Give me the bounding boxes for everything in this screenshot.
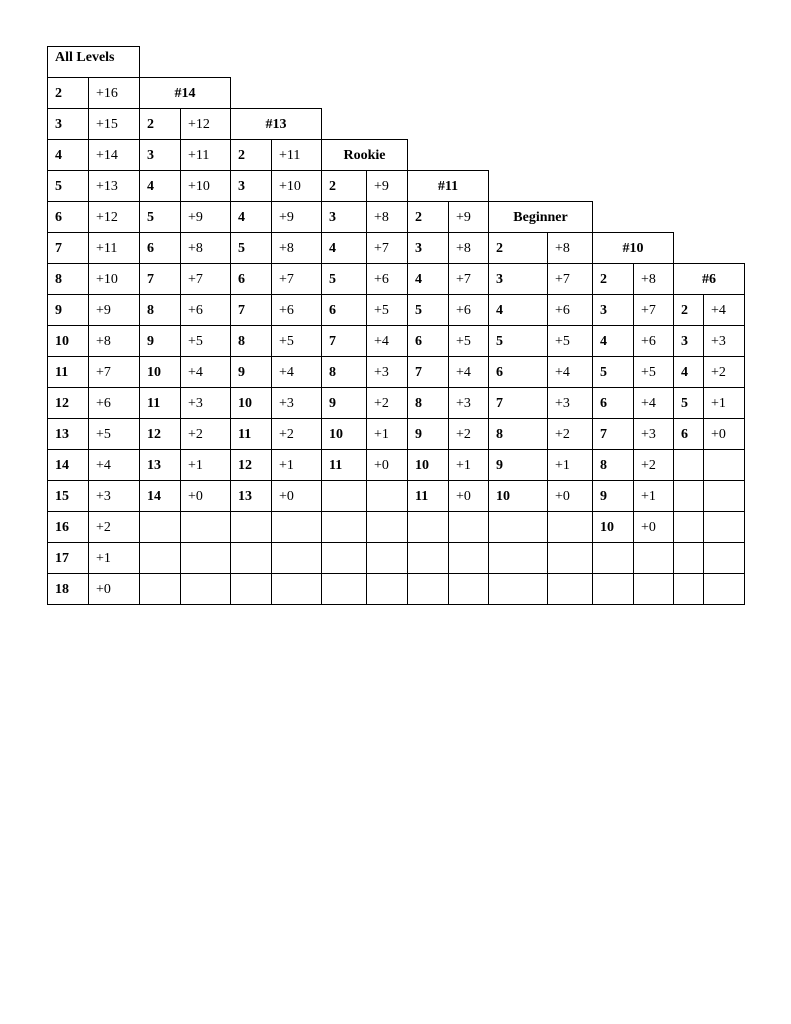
level-number: 11 (47, 356, 89, 388)
empty-cell (366, 480, 408, 512)
empty-cell (271, 573, 322, 605)
level-number: 13 (230, 480, 272, 512)
empty-cell (321, 573, 367, 605)
bonus-value: +0 (180, 480, 231, 512)
bonus-value: +5 (88, 418, 140, 450)
level-number: 3 (407, 232, 449, 264)
level-number: 4 (673, 356, 704, 388)
level-number: 16 (47, 511, 89, 543)
bonus-value: +6 (448, 294, 489, 326)
bonus-value: +15 (88, 108, 140, 140)
bonus-value: +9 (271, 201, 322, 233)
bonus-value: +4 (547, 356, 593, 388)
level-number: 5 (592, 356, 634, 388)
group-header: #14 (139, 77, 231, 109)
level-number: 7 (592, 418, 634, 450)
bonus-value: +4 (88, 449, 140, 481)
bonus-value: +8 (547, 232, 593, 264)
level-number: 2 (47, 77, 89, 109)
bonus-value: +8 (448, 232, 489, 264)
empty-cell (703, 449, 745, 481)
level-number: 10 (47, 325, 89, 357)
empty-cell (703, 542, 745, 574)
level-number: 14 (47, 449, 89, 481)
level-number: 5 (673, 387, 704, 419)
level-number: 5 (407, 294, 449, 326)
level-number: 14 (139, 480, 181, 512)
bonus-value: +0 (448, 480, 489, 512)
level-number: 8 (407, 387, 449, 419)
empty-cell (180, 511, 231, 543)
level-number: 2 (321, 170, 367, 202)
level-number: 11 (321, 449, 367, 481)
bonus-value: +12 (88, 201, 140, 233)
bonus-value: +9 (448, 201, 489, 233)
level-number: 6 (139, 232, 181, 264)
level-number: 18 (47, 573, 89, 605)
bonus-value: +3 (88, 480, 140, 512)
level-number: 7 (139, 263, 181, 295)
level-number: 8 (321, 356, 367, 388)
level-number: 2 (139, 108, 181, 140)
empty-cell (633, 542, 674, 574)
level-number: 6 (673, 418, 704, 450)
bonus-value: +7 (88, 356, 140, 388)
empty-cell (673, 449, 704, 481)
level-number: 6 (592, 387, 634, 419)
group-header: #6 (673, 263, 745, 295)
level-number: 3 (673, 325, 704, 357)
empty-cell (139, 542, 181, 574)
bonus-value: +10 (271, 170, 322, 202)
level-number: 7 (321, 325, 367, 357)
bonus-value: +8 (88, 325, 140, 357)
bonus-value: +5 (366, 294, 408, 326)
level-number: 10 (407, 449, 449, 481)
level-number: 9 (139, 325, 181, 357)
empty-cell (407, 573, 449, 605)
empty-cell (547, 542, 593, 574)
level-number: 11 (139, 387, 181, 419)
empty-cell (673, 573, 704, 605)
bonus-value: +1 (366, 418, 408, 450)
level-number: 9 (592, 480, 634, 512)
bonus-value: +3 (448, 387, 489, 419)
bonus-value: +4 (703, 294, 745, 326)
level-number: 2 (230, 139, 272, 171)
empty-cell (139, 511, 181, 543)
level-number: 3 (139, 139, 181, 171)
level-number: 12 (139, 418, 181, 450)
empty-cell (488, 511, 548, 543)
empty-cell (703, 480, 745, 512)
level-number: 17 (47, 542, 89, 574)
group-header: Rookie (321, 139, 408, 171)
level-number: 3 (321, 201, 367, 233)
empty-cell (592, 542, 634, 574)
bonus-value: +0 (366, 449, 408, 481)
group-header: #13 (230, 108, 322, 140)
level-number: 7 (407, 356, 449, 388)
level-number: 9 (230, 356, 272, 388)
empty-cell (488, 542, 548, 574)
empty-cell (547, 511, 593, 543)
level-number: 7 (47, 232, 89, 264)
empty-cell (448, 573, 489, 605)
bonus-value: +0 (88, 573, 140, 605)
level-number: 4 (47, 139, 89, 171)
bonus-value: +7 (271, 263, 322, 295)
empty-cell (180, 542, 231, 574)
bonus-value: +1 (88, 542, 140, 574)
empty-cell (703, 511, 745, 543)
bonus-value: +3 (271, 387, 322, 419)
level-number: 13 (139, 449, 181, 481)
bonus-value: +0 (703, 418, 745, 450)
empty-cell (366, 573, 408, 605)
bonus-value: +1 (448, 449, 489, 481)
bonus-value: +6 (88, 387, 140, 419)
level-number: 10 (230, 387, 272, 419)
bonus-value: +2 (180, 418, 231, 450)
group-header: #10 (592, 232, 674, 264)
level-number: 13 (47, 418, 89, 450)
empty-cell (321, 480, 367, 512)
level-number: 9 (47, 294, 89, 326)
level-number: 5 (488, 325, 548, 357)
level-number: 6 (47, 201, 89, 233)
bonus-value: +4 (366, 325, 408, 357)
level-number: 6 (230, 263, 272, 295)
level-number: 7 (230, 294, 272, 326)
level-number: 2 (673, 294, 704, 326)
level-number: 3 (488, 263, 548, 295)
level-number: 8 (488, 418, 548, 450)
level-number: 8 (230, 325, 272, 357)
bonus-value: +16 (88, 77, 140, 109)
bonus-value: +4 (271, 356, 322, 388)
empty-cell (321, 511, 367, 543)
level-number: 4 (230, 201, 272, 233)
bonus-value: +1 (703, 387, 745, 419)
level-number: 3 (47, 108, 89, 140)
bonus-value: +6 (366, 263, 408, 295)
bonus-value: +2 (271, 418, 322, 450)
bonus-value: +8 (271, 232, 322, 264)
empty-cell (230, 511, 272, 543)
bonus-value: +1 (547, 449, 593, 481)
level-number: 11 (407, 480, 449, 512)
empty-cell (407, 542, 449, 574)
empty-cell (592, 573, 634, 605)
bonus-value: +6 (271, 294, 322, 326)
level-number: 8 (592, 449, 634, 481)
bonus-value: +7 (366, 232, 408, 264)
bonus-value: +3 (366, 356, 408, 388)
level-number: 6 (488, 356, 548, 388)
bonus-value: +7 (547, 263, 593, 295)
bonus-value: +2 (366, 387, 408, 419)
bonus-value: +9 (366, 170, 408, 202)
level-number: 7 (488, 387, 548, 419)
level-number: 12 (230, 449, 272, 481)
bonus-value: +0 (547, 480, 593, 512)
empty-cell (673, 511, 704, 543)
level-number: 5 (230, 232, 272, 264)
bonus-value: +5 (271, 325, 322, 357)
bonus-value: +10 (88, 263, 140, 295)
level-number: 9 (321, 387, 367, 419)
level-number: 2 (488, 232, 548, 264)
empty-cell (271, 511, 322, 543)
level-number: 3 (592, 294, 634, 326)
empty-cell (703, 573, 745, 605)
bonus-value: +0 (633, 511, 674, 543)
level-number: 6 (407, 325, 449, 357)
level-number: 11 (230, 418, 272, 450)
empty-cell (547, 573, 593, 605)
level-number: 4 (321, 232, 367, 264)
empty-cell (230, 542, 272, 574)
bonus-value: +1 (180, 449, 231, 481)
level-number: 10 (592, 511, 634, 543)
bonus-value: +11 (180, 139, 231, 171)
level-number: 15 (47, 480, 89, 512)
level-number: 3 (230, 170, 272, 202)
bonus-value: +14 (88, 139, 140, 171)
empty-cell (366, 511, 408, 543)
bonus-value: +1 (271, 449, 322, 481)
level-number: 5 (321, 263, 367, 295)
bonus-value: +6 (633, 325, 674, 357)
bonus-value: +8 (366, 201, 408, 233)
bonus-value: +2 (448, 418, 489, 450)
level-number: 6 (321, 294, 367, 326)
empty-cell (321, 542, 367, 574)
level-number: 10 (321, 418, 367, 450)
level-number: 2 (407, 201, 449, 233)
empty-cell (673, 542, 704, 574)
empty-cell (448, 542, 489, 574)
bonus-value: +1 (633, 480, 674, 512)
bonus-value: +2 (547, 418, 593, 450)
empty-cell (633, 573, 674, 605)
level-number: 4 (139, 170, 181, 202)
bonus-value: +9 (88, 294, 140, 326)
empty-cell (407, 511, 449, 543)
bonus-value: +2 (633, 449, 674, 481)
bonus-value: +4 (180, 356, 231, 388)
level-number: 5 (139, 201, 181, 233)
level-number: 4 (488, 294, 548, 326)
bonus-value: +0 (271, 480, 322, 512)
level-number: 2 (592, 263, 634, 295)
bonus-value: +7 (180, 263, 231, 295)
bonus-value: +6 (547, 294, 593, 326)
empty-cell (488, 573, 548, 605)
empty-cell (230, 573, 272, 605)
level-number: 5 (47, 170, 89, 202)
bonus-value: +5 (547, 325, 593, 357)
levels-table (47, 46, 744, 620)
bonus-value: +10 (180, 170, 231, 202)
bonus-value: +2 (88, 511, 140, 543)
group-header: #11 (407, 170, 489, 202)
level-number: 10 (488, 480, 548, 512)
empty-cell (673, 480, 704, 512)
group-header: Beginner (488, 201, 593, 233)
bonus-value: +3 (633, 418, 674, 450)
bonus-value: +11 (88, 232, 140, 264)
level-number: 8 (47, 263, 89, 295)
level-number: 4 (407, 263, 449, 295)
empty-cell (448, 511, 489, 543)
bonus-value: +3 (180, 387, 231, 419)
empty-cell (180, 573, 231, 605)
empty-cell (271, 542, 322, 574)
bonus-value: +5 (180, 325, 231, 357)
table-title: All Levels (47, 46, 140, 78)
bonus-value: +12 (180, 108, 231, 140)
empty-cell (366, 542, 408, 574)
bonus-value: +3 (547, 387, 593, 419)
level-number: 12 (47, 387, 89, 419)
bonus-value: +4 (633, 387, 674, 419)
bonus-value: +4 (448, 356, 489, 388)
bonus-value: +9 (180, 201, 231, 233)
bonus-value: +8 (633, 263, 674, 295)
bonus-value: +5 (633, 356, 674, 388)
bonus-value: +7 (633, 294, 674, 326)
level-number: 4 (592, 325, 634, 357)
level-number: 9 (407, 418, 449, 450)
bonus-value: +11 (271, 139, 322, 171)
bonus-value: +5 (448, 325, 489, 357)
bonus-value: +3 (703, 325, 745, 357)
bonus-value: +2 (703, 356, 745, 388)
level-number: 8 (139, 294, 181, 326)
bonus-value: +7 (448, 263, 489, 295)
empty-cell (139, 573, 181, 605)
level-number: 9 (488, 449, 548, 481)
bonus-value: +6 (180, 294, 231, 326)
bonus-value: +8 (180, 232, 231, 264)
level-number: 10 (139, 356, 181, 388)
bonus-value: +13 (88, 170, 140, 202)
